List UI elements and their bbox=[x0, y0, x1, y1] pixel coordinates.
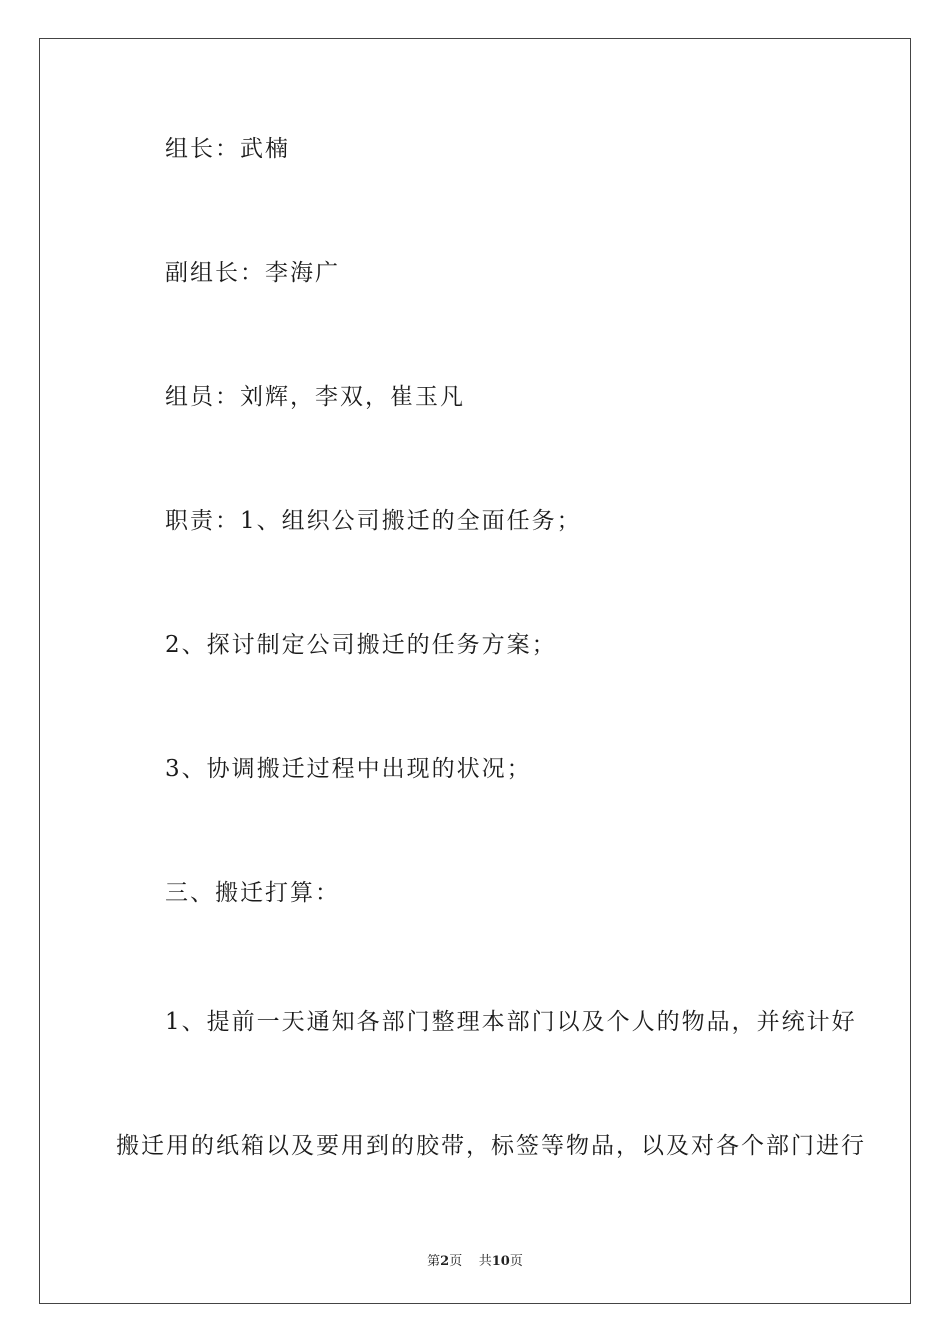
footer-current-page: 2 bbox=[440, 1254, 450, 1269]
text-line-deputy-leader: 副组长：李海广 bbox=[165, 260, 340, 286]
page-footer bbox=[0, 1250, 950, 1269]
text-line-leader: 组长：武楠 bbox=[165, 136, 290, 162]
text-line-plan-1-continued: 搬迁用的纸箱以及要用到的胶带，标签等物品，以及对各个部门进行 bbox=[116, 1133, 866, 1159]
footer-page-suffix: 页 bbox=[449, 1254, 463, 1269]
footer-total-pages: 10 bbox=[491, 1254, 510, 1269]
text-line-duties-2: 2、探讨制定公司搬迁的任务方案； bbox=[165, 632, 557, 658]
section-heading-plan: 三、搬迁打算： bbox=[165, 880, 340, 906]
text-line-duties-3: 3、协调搬迁过程中出现的状况； bbox=[165, 756, 532, 782]
text-line-plan-1: 1、提前一天通知各部门整理本部门以及个人的物品，并统计好 bbox=[165, 1009, 857, 1035]
text-line-members: 组员：刘辉，李双，崔玉凡 bbox=[165, 384, 465, 410]
footer-page-prefix: 第 bbox=[427, 1254, 441, 1269]
page-border bbox=[39, 38, 911, 1304]
footer-total-suffix: 页 bbox=[509, 1254, 523, 1269]
footer-total-prefix: 共 bbox=[478, 1254, 492, 1269]
text-line-duties-1: 职责：1、组织公司搬迁的全面任务； bbox=[165, 508, 582, 534]
